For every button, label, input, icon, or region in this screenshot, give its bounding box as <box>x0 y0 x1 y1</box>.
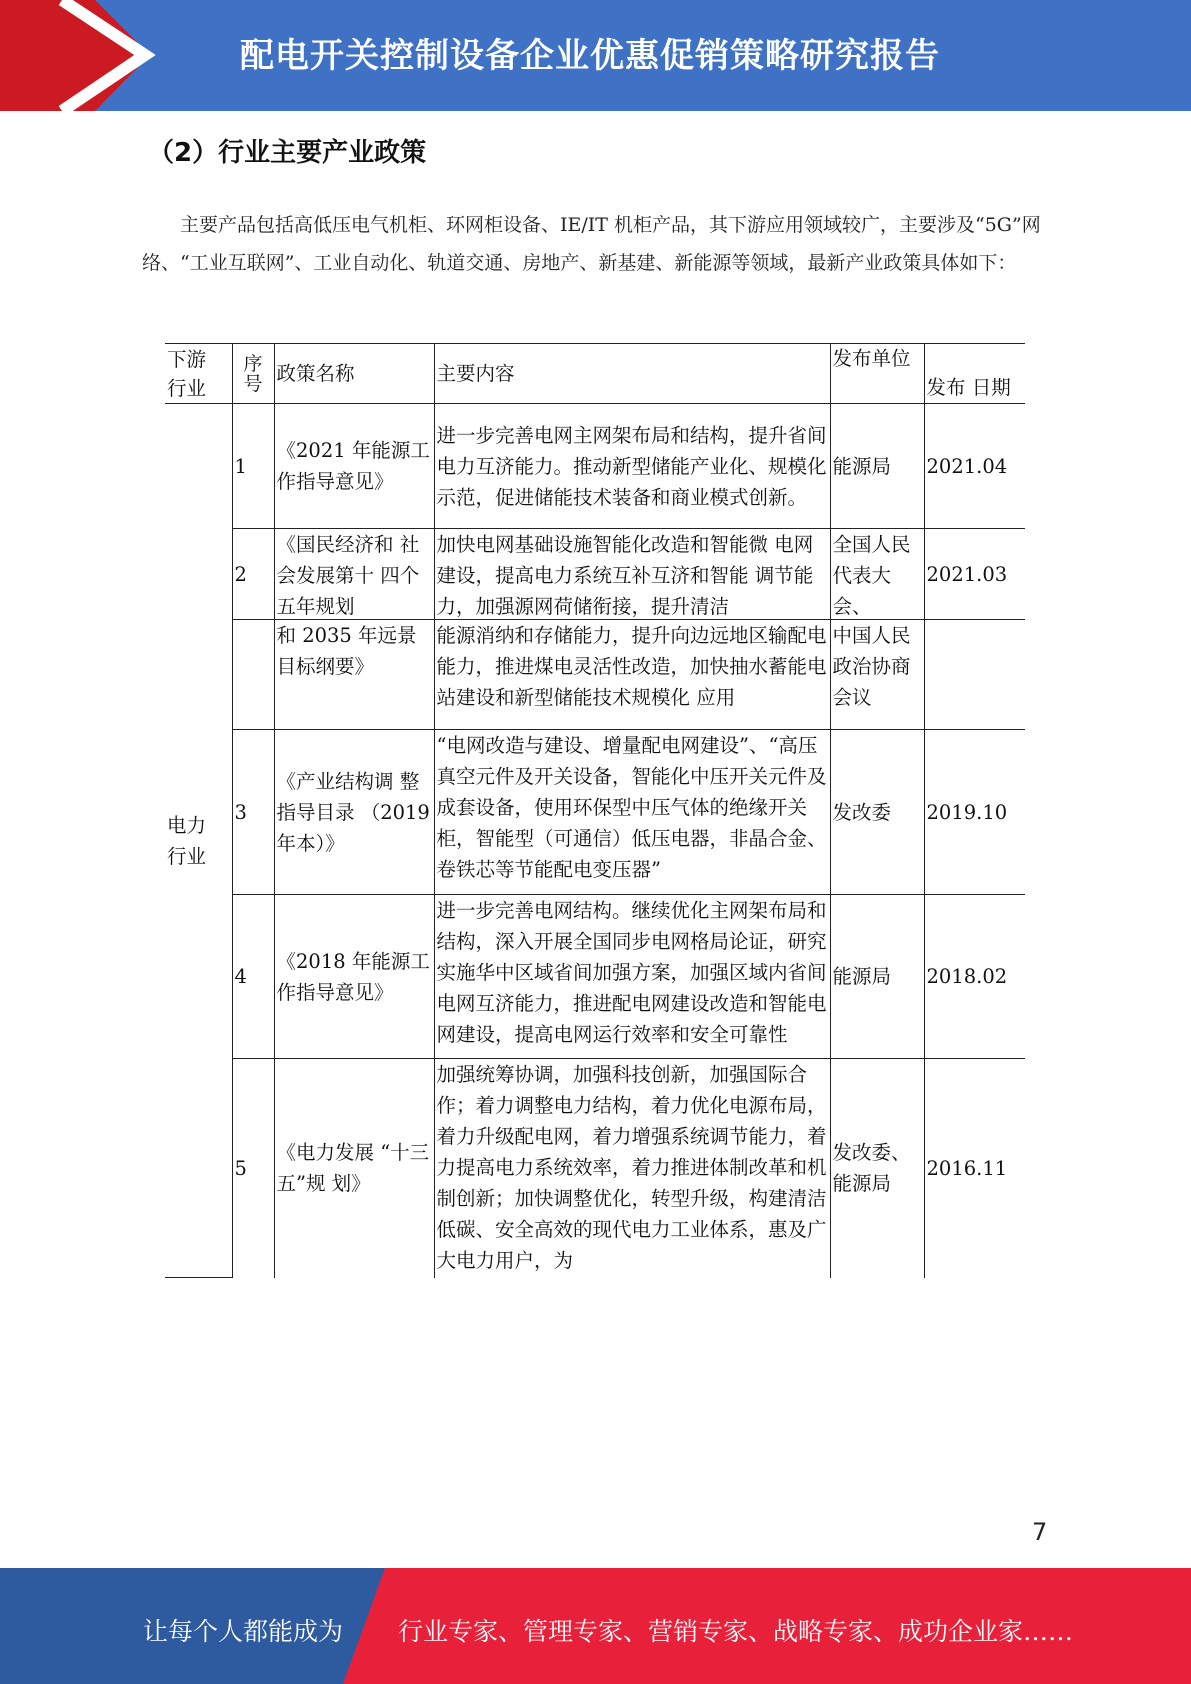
row-index <box>232 620 274 730</box>
header-content: 主要内容 <box>434 344 830 404</box>
row-date: 2016.11 <box>924 1059 1025 1278</box>
row-issuer: 能源局 <box>830 895 924 1059</box>
row-date: 2018.02 <box>924 895 1025 1059</box>
row-policy-name: 《产业结构调 整指导目录 （2019 年本）》 <box>274 730 434 895</box>
page-number: 7 <box>1032 1518 1048 1546</box>
row-issuer: 能源局 <box>830 404 924 529</box>
row-content: 进一步完善电网主网架布局和结构，提升省间电力互济能力。推动新型储能产业化、规模化示范，促进储能技术装备和商业模式创新。 <box>434 404 830 529</box>
row-content: 加快电网基础设施智能化改造和智能微 电网建设，提高电力系统互补互济和智能 调节能力，加强源网荷储衔接，提升清洁 <box>434 529 830 620</box>
footer-banner <box>0 1568 1191 1684</box>
table-row <box>165 529 1025 620</box>
row-policy-name: 和 2035 年远景目标纲要》 <box>274 620 434 730</box>
row-content: “电网改造与建设、增量配电网建设”、“高压真空元件及开关设备，智能化中压开关元件及成套设备，使用环保型中压气体的绝缘开关柜，智能型（可通信）低压电器，非晶合金、卷铁芯等节能配电变压器” <box>434 730 830 895</box>
header-index: 序号 <box>232 344 274 404</box>
row-index: 3 <box>232 730 274 895</box>
row-date: 2019.10 <box>924 730 1025 895</box>
table-row <box>165 620 1025 730</box>
intro-text: 主要产品包括高低压电气机柜、环网柜设备、IE/IT 机柜产品，其下游应用领域较广，主要涉及“5G”网络、“工业互联网”、工业自动化、轨道交通、房地产、新基建、新能源等领域，最新产业政策具体如下： <box>142 214 1041 274</box>
header-banner <box>0 0 1191 111</box>
row-issuer: 发改委 <box>830 730 924 895</box>
row-issuer: 中国人民政治协商会议 <box>830 620 924 730</box>
header-name: 政策名称 <box>274 344 434 404</box>
row-policy-name: 《国民经济和 社会发展第十 四个五年规划 <box>274 529 434 620</box>
row-content: 能源消纳和存储能力，提升向边远地区输配电能力，推进煤电灵活性改造，加快抽水蓄能电站建设和新型储能技术规模化 应用 <box>434 620 830 730</box>
report-title: 配电开关控制设备企业优惠促销策略研究报告 <box>240 36 940 76</box>
section-title: （2）行业主要产业政策 <box>148 138 427 168</box>
table-row <box>165 404 1025 529</box>
row-date: 2021.03 <box>924 529 1025 620</box>
intro-paragraph <box>142 206 1047 282</box>
row-content: 进一步完善电网结构。继续优化主网架布局和结构，深入开展全国同步电网格局论证，研究实施华中区域省间加强方案，加强区域内省间电网互济能力，推进配电网建设改造和智能电网建设，提高电网运行效率和安全可靠性 <box>434 895 830 1059</box>
table-header-row <box>165 344 1025 404</box>
header-date: 发布 日期 <box>924 344 1025 404</box>
header-issuer: 发布单位 <box>830 344 924 404</box>
row-index: 5 <box>232 1059 274 1278</box>
row-policy-name: 《2018 年能源工作指导意见》 <box>274 895 434 1059</box>
row-content: 加强统筹协调，加强科技创新，加强国际合作；着力调整电力结构，着力优化电源布局，着力升级配电网，着力增强系统调节能力，着力提高电力系统效率，着力推进体制改革和机制创新；加快调整优化，转型升级，构建清洁低碳、安全高效的现代电力工业体系，惠及广大电力用户，为 <box>434 1059 830 1278</box>
policy-table <box>165 343 1025 1278</box>
industry-cell: 电力行业 <box>165 404 232 1278</box>
footer-slogan-left: 让每个人都能成为 <box>143 1617 344 1646</box>
table-row <box>165 1059 1025 1278</box>
table-row <box>165 895 1025 1059</box>
header-industry: 下游行业 <box>165 344 232 404</box>
footer-slogan-right: 行业专家、管理专家、营销专家、战略专家、成功企业家…… <box>398 1617 1074 1646</box>
table-row <box>165 730 1025 895</box>
row-issuer: 发改委、能源局 <box>830 1059 924 1278</box>
row-date: 2021.04 <box>924 404 1025 529</box>
row-issuer: 全国人民代表大会、 <box>830 529 924 620</box>
row-index: 1 <box>232 404 274 529</box>
row-index: 4 <box>232 895 274 1059</box>
row-date <box>924 620 1025 730</box>
row-policy-name: 《电力发展 “十三五”规 划》 <box>274 1059 434 1278</box>
row-index: 2 <box>232 529 274 620</box>
row-policy-name: 《2021 年能源工作指导意见》 <box>274 404 434 529</box>
